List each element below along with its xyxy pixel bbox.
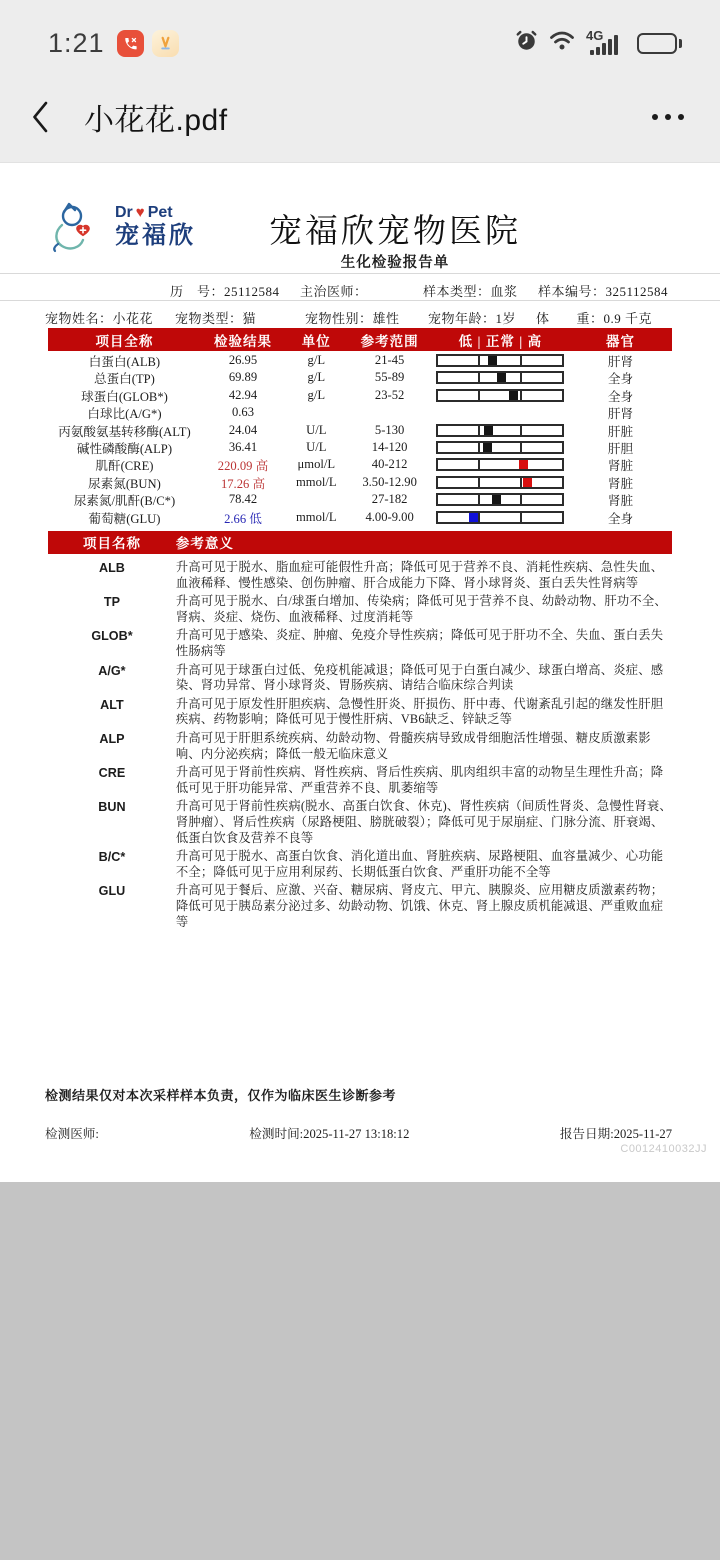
meaning-text: 升高可见于原发性肝胆疾病、急慢性肝炎、肝损伤、肝中毒、代谢紊乱引起的继发性肝胆疾病、药物影响；降低可见于慢性肝病、VB6缺乏、锌缺乏等 xyxy=(175,696,664,727)
range-bar-cell xyxy=(432,389,569,402)
report-type: 生化检验报告单 xyxy=(340,255,450,271)
info-field: 宠物类型：猫 xyxy=(175,311,257,326)
lab-result-row xyxy=(48,351,672,368)
logo-chinese-text: 宠福欣 xyxy=(115,221,196,249)
alarm-icon xyxy=(515,29,538,57)
item-code: ALB xyxy=(99,560,125,575)
lab-result-row xyxy=(48,473,672,490)
info-field: 宠物性别：雄性 xyxy=(305,311,400,326)
heart-icon: ♥ xyxy=(135,204,145,221)
item-name: 碱性磷酸酶(ALP) xyxy=(76,441,173,456)
item-name: 尿素氮(BUN) xyxy=(88,476,161,491)
range-bar xyxy=(436,371,564,384)
pet-logo-icon xyxy=(50,199,108,253)
report-date: 报告日期:2025-11-27 xyxy=(559,1127,672,1141)
range-bar-cell xyxy=(432,493,569,506)
reference-range: 5-130 xyxy=(374,422,405,437)
info-field: 宠物年龄：1岁 xyxy=(428,311,517,326)
cellular-signal-icon xyxy=(586,30,626,56)
item-code: A/G* xyxy=(98,663,126,678)
range-bar xyxy=(436,476,564,489)
reference-range: 14-120 xyxy=(371,439,408,454)
reference-range: 55-89 xyxy=(374,370,405,385)
network-type-label: 4G xyxy=(586,28,604,43)
lab-result-row xyxy=(48,438,672,455)
range-bar-cell xyxy=(432,371,569,384)
lab-result-row xyxy=(48,386,672,403)
lab-result-row xyxy=(48,490,672,507)
meaning-text: 升高可见于脱水、高蛋白饮食、消化道出血、肾脏疾病、尿路梗阻、血容量减少、心功能不全；降低可见于应用利尿药、长期低蛋白饮食、严重肝功能不全等 xyxy=(175,849,664,879)
result-indicator xyxy=(484,426,493,435)
result-value: 36.41 xyxy=(228,439,258,454)
range-bar-cell xyxy=(432,511,569,524)
battery-icon xyxy=(637,33,682,54)
result-indicator xyxy=(483,443,492,452)
meaning-row xyxy=(48,764,672,798)
meaning-row xyxy=(48,730,672,764)
meaning-text: 升高可见于肝胆系统疾病、幼龄动物、骨髓疾病导致成骨细胞活性增强、糖皮质激素影响、内分泌疾病；降低一般无临床意义 xyxy=(175,731,651,761)
unit: g/L xyxy=(307,370,326,385)
organ: 肾脏 xyxy=(607,476,634,491)
doctor-label: 检测医师: xyxy=(45,1127,99,1141)
item-code: GLU xyxy=(98,884,126,899)
result-indicator xyxy=(509,391,518,400)
organ: 肝胆 xyxy=(607,441,634,456)
item-code: ALT xyxy=(100,697,124,712)
result-indicator xyxy=(523,478,532,487)
item-name: 丙氨酸氨基转移酶(ALT) xyxy=(58,424,191,439)
result-value: 42.94 xyxy=(228,387,258,402)
result-indicator xyxy=(519,460,528,469)
meaning-text: 升高可见于脱水、脂血症可能假性升高；降低可见于营养不良、消耗性疾病、急性失血、血液稀释、慢性感染、创伤肿瘤、肝合成能力下降、肾小球肾炎、蛋白丢失性肾病等 xyxy=(175,559,664,590)
info-field: 样本编号：325112584 xyxy=(538,284,669,299)
range-bar xyxy=(436,511,564,524)
info-field: 历 号：25112584 xyxy=(170,284,280,299)
result-value: 17.26 高 xyxy=(220,476,266,491)
hospital-name: 宠福欣宠物医院 xyxy=(269,214,521,250)
report-footer xyxy=(45,1123,672,1142)
meanings-table-body xyxy=(0,559,720,932)
lab-result-row xyxy=(48,368,672,385)
meaning-row xyxy=(48,848,672,882)
lab-result-row xyxy=(48,508,672,525)
range-bar xyxy=(436,354,564,367)
meaning-row xyxy=(48,593,672,627)
assistant-app-notification-icon xyxy=(152,30,179,57)
organ: 肾脏 xyxy=(607,459,634,474)
item-name: 尿素氮/肌酐(B/C*) xyxy=(73,494,176,509)
col-unit: 单位 xyxy=(301,333,331,349)
item-code: BUN xyxy=(98,800,126,815)
meaning-row xyxy=(48,882,672,932)
result-indicator xyxy=(497,373,506,382)
item-name: 葡萄糖(GLU) xyxy=(88,511,161,526)
result-value: 220.09 高 xyxy=(217,459,269,474)
item-code: GLOB* xyxy=(91,629,133,644)
status-bar xyxy=(0,0,720,80)
unit: g/L xyxy=(307,353,326,367)
organ: 全身 xyxy=(607,372,634,387)
range-bar-cell xyxy=(432,476,569,489)
unit: μmol/L xyxy=(297,457,336,472)
result-value: 0.63 xyxy=(231,405,255,420)
range-bar-cell xyxy=(432,441,569,454)
item-code: ALP xyxy=(99,732,125,746)
result-value: 69.89 xyxy=(228,370,258,385)
result-indicator xyxy=(492,495,501,504)
meanings-table-header xyxy=(48,531,672,554)
missed-call-notification-icon xyxy=(117,30,144,57)
meaning-text: 升高可见于肾前性疾病、肾性疾病、肾后性疾病、肌肉组织丰富的动物呈生理性升高；降低可见于肝功能异常、严重营养不良、肌萎缩等 xyxy=(175,765,664,795)
meaning-text: 升高可见于感染、炎症、肿瘤、免疫介导性疾病；降低可见于肝功不全、失血、蛋白丢失性肠病等 xyxy=(175,628,664,658)
unit: U/L xyxy=(306,439,327,454)
result-value: 26.95 xyxy=(228,353,258,367)
organ: 肝肾 xyxy=(607,355,634,369)
disclaimer-text: 检测结果仅对本次采样样本负责，仅作为临床医生诊断参考 xyxy=(45,1088,397,1103)
range-bar xyxy=(436,441,564,454)
meaning-text: 升高可见于脱水、白/球蛋白增加、传染病；降低可见于营养不良、幼龄动物、肝功不全、肾病、炎症、烧伤、血液稀释、过度消耗等 xyxy=(175,594,667,624)
info-field: 样本类型：血浆 xyxy=(423,284,518,299)
unit: mmol/L xyxy=(296,509,337,524)
range-bar xyxy=(436,493,564,506)
range-bar-cell xyxy=(432,424,569,437)
meaning-row xyxy=(48,662,672,696)
col-item-code: 项目名称 xyxy=(82,536,141,552)
title-bar xyxy=(0,80,720,163)
col-meaning: 参考意义 xyxy=(175,536,234,552)
info-field: 宠物姓名：小花花 xyxy=(45,311,154,326)
back-button[interactable] xyxy=(30,95,70,139)
col-low-normal-high: 低 | 正常 | 高 xyxy=(458,333,543,349)
pdf-scroll-area[interactable] xyxy=(0,163,720,1560)
meaning-row xyxy=(48,627,672,661)
item-code: B/C* xyxy=(98,850,126,865)
reference-range: 3.50-12.90 xyxy=(362,474,417,489)
range-bar-cell xyxy=(432,354,569,367)
range-bar xyxy=(436,458,564,471)
meaning-text: 升高可见于球蛋白过低、免疫机能减退；降低可见于白蛋白减少、球蛋白增高、炎症、感染、肾功异常、肾小球肾炎、胃肠疾病、请结合临床综合判读 xyxy=(175,662,664,693)
document-title: 小花花.pdf xyxy=(84,104,228,137)
col-organ: 器官 xyxy=(605,333,635,349)
result-value: 2.66 低 xyxy=(224,511,262,526)
reference-range: 21-45 xyxy=(374,353,405,367)
lab-result-row xyxy=(48,455,672,472)
info-field: 主治医师： xyxy=(300,284,368,299)
item-name: 肌酐(CRE) xyxy=(95,459,154,474)
info-field: 体 重：0.9 千克 xyxy=(536,311,653,326)
result-indicator xyxy=(488,356,497,365)
lab-result-row xyxy=(48,403,672,420)
lab-result-row xyxy=(48,421,672,438)
logo-english-text: Dr ♥ Pet xyxy=(115,203,173,221)
reference-range: 23-52 xyxy=(374,387,405,402)
divider xyxy=(0,300,720,301)
item-name: 白蛋白(ALB) xyxy=(88,355,161,369)
reference-range: 40-212 xyxy=(371,457,408,472)
range-bar xyxy=(436,389,564,402)
meaning-row xyxy=(48,559,672,593)
report-header xyxy=(0,163,720,328)
item-name: 总蛋白(TP) xyxy=(94,372,155,387)
results-table-body xyxy=(0,351,720,525)
col-item-name: 项目全称 xyxy=(95,333,154,349)
test-time: 检测时间:2025-11-27 13:18:12 xyxy=(249,1127,410,1141)
item-code: CRE xyxy=(98,766,126,781)
reference-range: 27-182 xyxy=(371,492,408,507)
item-name: 白球比(A/G*) xyxy=(87,407,162,422)
range-bar xyxy=(436,424,564,437)
range-bar-cell xyxy=(432,458,569,471)
reference-range: 4.00-9.00 xyxy=(365,509,414,524)
more-options-button[interactable] xyxy=(650,104,686,130)
result-value: 78.42 xyxy=(228,492,258,507)
organ: 肝肾 xyxy=(607,407,634,422)
result-indicator xyxy=(469,513,478,522)
item-code: TP xyxy=(103,595,120,610)
meaning-text: 升高可见于餐后、应激、兴奋、糖尿病、肾皮亢、甲亢、胰腺炎、应用糖皮质激素药物；降低可见于胰岛素分泌过多、幼龄动物、饥饿、休克、肾上腺皮质机能减退、严重败血症等 xyxy=(175,883,664,929)
organ: 肝脏 xyxy=(607,424,634,439)
unit: mmol/L xyxy=(296,474,337,489)
organ: 全身 xyxy=(607,389,634,404)
wifi-icon xyxy=(549,30,575,56)
meaning-text: 升高可见于肾前性疾病(脱水、高蛋白饮食、休克)、肾性疾病（间质性肾炎、急慢性肾衰、肾肿瘤）、肾后性疾病（尿路梗阻、膀胱破裂）；降低可见于尿崩症、门脉分流、肝衰竭、低蛋白饮食及营养不良等 xyxy=(175,799,672,845)
clock-time: 1:21 xyxy=(48,27,105,58)
unit: g/L xyxy=(307,387,326,402)
col-range: 参考范围 xyxy=(360,333,419,349)
meaning-row xyxy=(48,798,672,848)
organ: 肾脏 xyxy=(607,494,634,509)
col-result: 检验结果 xyxy=(213,333,272,349)
divider xyxy=(0,273,720,274)
organ: 全身 xyxy=(607,511,634,526)
item-name: 球蛋白(GLOB*) xyxy=(81,389,168,404)
pdf-page xyxy=(0,163,720,1182)
result-value: 24.04 xyxy=(228,422,258,437)
meaning-row xyxy=(48,696,672,730)
results-table-header xyxy=(48,328,672,351)
document-code: C0012410032JJ xyxy=(620,1143,707,1155)
unit: U/L xyxy=(306,422,327,437)
